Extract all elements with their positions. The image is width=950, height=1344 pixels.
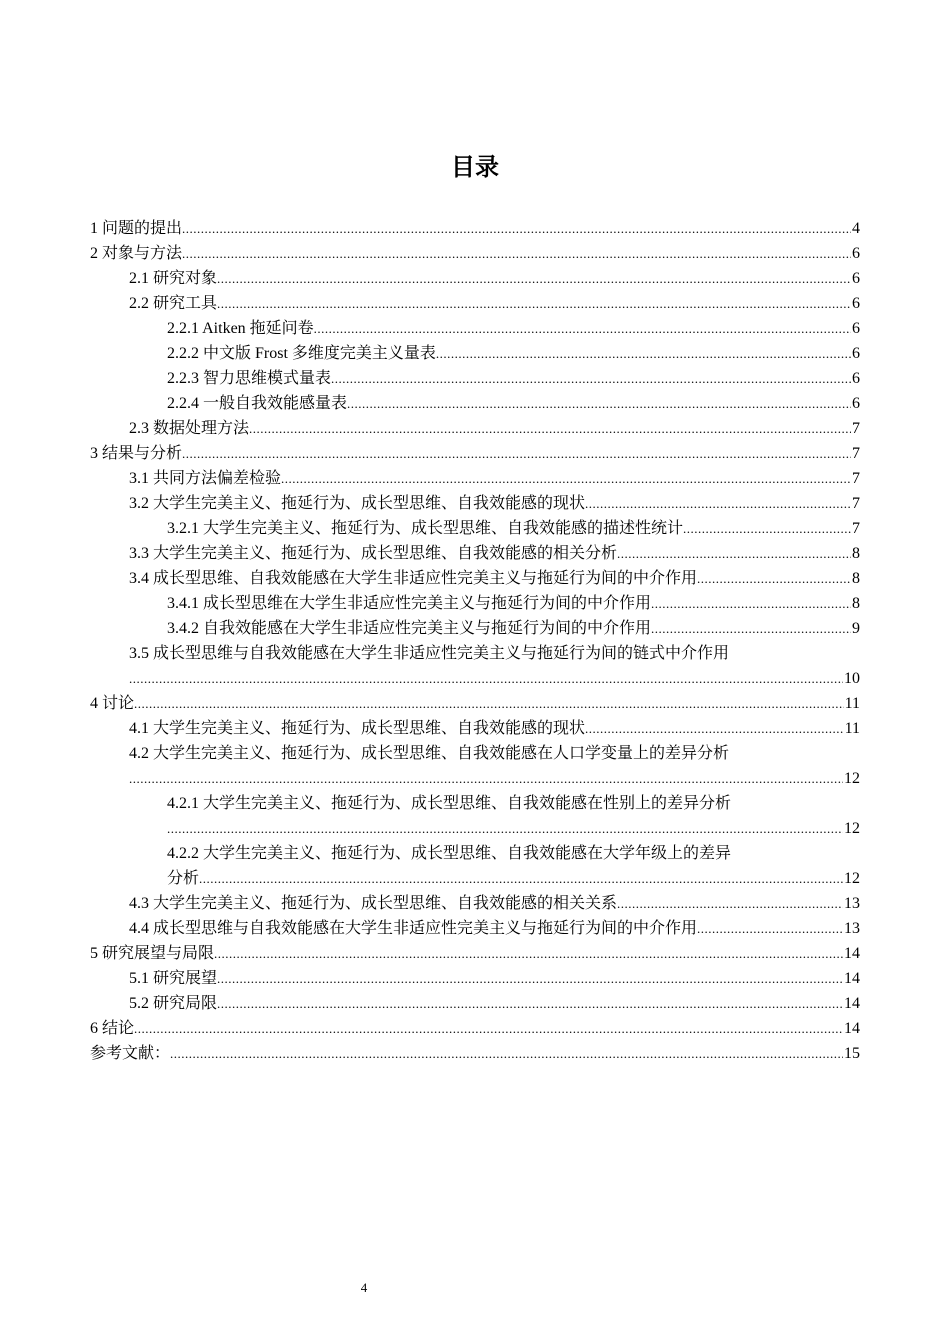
toc-entry-label: 3 结果与分析 <box>90 445 183 462</box>
toc-entry-page: 14 <box>844 945 860 962</box>
toc-entry-2-2-3[interactable] <box>90 366 860 391</box>
toc-entry-label: 4 讨论 <box>90 695 135 712</box>
leader-dots <box>683 516 851 541</box>
toc-entry-label: 2.2.1 Aitken 拖延问卷 <box>167 320 314 337</box>
toc-entry-4-2-leader[interactable] <box>90 766 860 791</box>
leader-dots <box>585 716 844 741</box>
toc-entry-label: 3.1 共同方法偏差检验 <box>129 470 282 487</box>
toc-entry-6[interactable] <box>90 1016 860 1041</box>
toc-entry-4-3[interactable] <box>90 891 860 916</box>
toc-entry-5[interactable] <box>90 941 860 966</box>
toc-entry-page: 12 <box>844 870 860 887</box>
toc-entry-label: 2.2 研究工具 <box>129 295 218 312</box>
leader-dots <box>182 241 851 266</box>
toc-entry-page: 11 <box>844 695 860 712</box>
toc-entry-page: 14 <box>844 1020 860 1037</box>
toc-entry-page: 7 <box>852 470 860 487</box>
toc-entry-1[interactable] <box>90 216 860 241</box>
toc-entry-page: 13 <box>844 895 860 912</box>
leader-dots <box>182 216 851 241</box>
leader-dots <box>129 766 843 791</box>
toc-entry-label: 3.2 大学生完美主义、拖延行为、成长型思维、自我效能感的现状 <box>129 495 586 512</box>
leader-dots <box>617 541 851 566</box>
toc-entry-label: 4.1 大学生完美主义、拖延行为、成长型思维、自我效能感的现状 <box>129 720 586 737</box>
leader-dots <box>199 866 843 891</box>
toc-entry-3-5-leader[interactable] <box>90 666 860 691</box>
toc-entry-3-4-1[interactable] <box>90 591 860 616</box>
toc-entry-label: 2.3 数据处理方法 <box>129 420 250 437</box>
toc-entry-label: 5.2 研究局限 <box>129 995 218 1012</box>
leader-dots <box>134 1016 843 1041</box>
toc-entry-page: 6 <box>852 320 860 337</box>
toc-entry-references[interactable] <box>90 1041 860 1066</box>
toc-entry-page: 10 <box>844 670 860 687</box>
toc-entry-4[interactable] <box>90 691 860 716</box>
toc-entry-label: 4.3 大学生完美主义、拖延行为、成长型思维、自我效能感的相关关系 <box>129 895 618 912</box>
toc-entry-page: 14 <box>844 995 860 1012</box>
leader-dots <box>585 491 851 516</box>
toc-entry-4-2-1-leader[interactable] <box>90 816 860 841</box>
toc-entry-label: 2.2.2 中文版 Frost 多维度完美主义量表 <box>167 345 436 362</box>
leader-dots <box>129 666 843 691</box>
toc-entry-label: 3.2.1 大学生完美主义、拖延行为、成长型思维、自我效能感的描述性统计 <box>167 520 684 537</box>
toc-entry-page: 14 <box>844 970 860 987</box>
leader-dots <box>436 341 851 366</box>
leader-dots <box>167 816 843 841</box>
toc-entry-page: 6 <box>852 345 860 362</box>
toc-entry-2-2-1[interactable] <box>90 316 860 341</box>
leader-dots <box>347 391 851 416</box>
toc-entry-label: 参考文献： <box>90 1045 171 1062</box>
toc-entry-page: 12 <box>844 820 860 837</box>
leader-dots <box>217 966 843 991</box>
toc-entry-page: 11 <box>844 720 860 737</box>
toc-entry-4-2-1[interactable] <box>90 791 860 816</box>
toc-entry-3-1[interactable] <box>90 466 860 491</box>
leader-dots <box>697 916 843 941</box>
leader-dots <box>134 691 844 716</box>
toc-entry-label: 5 研究展望与局限 <box>90 945 215 962</box>
leader-dots <box>651 591 851 616</box>
toc-entry-page: 12 <box>844 770 860 787</box>
leader-dots <box>249 416 851 441</box>
toc-entry-page: 4 <box>852 220 860 237</box>
toc-entry-label: 4.4 成长型思维与自我效能感在大学生非适应性完美主义与拖延行为间的中介作用 <box>129 920 698 937</box>
footer-page-number: 4 <box>360 1280 368 1295</box>
toc-entry-label: 3.4.2 自我效能感在大学生非适应性完美主义与拖延行为间的中介作用 <box>167 620 652 637</box>
toc-entry-label: 6 结论 <box>90 1020 135 1037</box>
toc-entry-page: 6 <box>852 270 860 287</box>
toc-entry-label: 4.2.2 大学生完美主义、拖延行为、成长型思维、自我效能感在大学年级上的差异 <box>167 845 732 862</box>
toc-entry-4-1[interactable] <box>90 716 860 741</box>
toc-entry-3-2-1[interactable] <box>90 516 860 541</box>
leader-dots <box>217 991 843 1016</box>
toc-entry-label-continued: 分析 <box>167 870 200 887</box>
toc-entry-label: 2.2.4 一般自我效能感量表 <box>167 395 348 412</box>
toc-entry-2-2-4[interactable] <box>90 391 860 416</box>
toc-entry-2-2-2[interactable] <box>90 341 860 366</box>
toc-entry-page: 15 <box>844 1045 860 1062</box>
toc-entry-page: 8 <box>852 570 860 587</box>
toc-entry-3-4[interactable] <box>90 566 860 591</box>
toc-entry-3-2[interactable] <box>90 491 860 516</box>
toc-entry-5-1[interactable] <box>90 966 860 991</box>
leader-dots <box>314 316 851 341</box>
toc-entry-page: 8 <box>852 595 860 612</box>
toc-title: 目录 <box>451 153 499 181</box>
toc-entry-4-4[interactable] <box>90 916 860 941</box>
leader-dots <box>217 266 851 291</box>
toc-entry-label: 2.1 研究对象 <box>129 270 218 287</box>
leader-dots <box>170 1041 843 1066</box>
toc-entry-5-2[interactable] <box>90 991 860 1016</box>
toc-entry-label: 2.2.3 智力思维模式量表 <box>167 370 332 387</box>
toc-entry-3-4-2[interactable] <box>90 616 860 641</box>
leader-dots <box>214 941 843 966</box>
toc-entry-page: 13 <box>844 920 860 937</box>
leader-dots <box>217 291 851 316</box>
toc-entry-label: 2 对象与方法 <box>90 245 183 262</box>
toc-entry-label: 5.1 研究展望 <box>129 970 218 987</box>
table-of-contents <box>90 216 860 1066</box>
toc-entry-label: 4.2.1 大学生完美主义、拖延行为、成长型思维、自我效能感在性别上的差异分析 <box>167 795 732 812</box>
toc-entry-page: 9 <box>852 620 860 637</box>
leader-dots <box>281 466 851 491</box>
toc-entry-4-2-2[interactable] <box>90 841 860 866</box>
toc-entry-4-2[interactable] <box>90 741 860 766</box>
toc-entry-label: 4.2 大学生完美主义、拖延行为、成长型思维、自我效能感在人口学变量上的差异分析 <box>129 745 730 762</box>
toc-entry-2[interactable] <box>90 241 860 266</box>
toc-entry-label: 1 问题的提出 <box>90 220 183 237</box>
toc-entry-3-5[interactable] <box>90 641 860 666</box>
toc-entry-2-3[interactable] <box>90 416 860 441</box>
toc-entry-page: 6 <box>852 245 860 262</box>
toc-entry-label: 3.5 成长型思维与自我效能感在大学生非适应性完美主义与拖延行为间的链式中介作用 <box>129 645 730 662</box>
toc-entry-page: 7 <box>852 445 860 462</box>
toc-entry-page: 8 <box>852 545 860 562</box>
leader-dots <box>697 566 851 591</box>
toc-entry-page: 6 <box>852 295 860 312</box>
toc-entry-3[interactable] <box>90 441 860 466</box>
toc-entry-page: 7 <box>852 520 860 537</box>
toc-entry-label: 3.3 大学生完美主义、拖延行为、成长型思维、自我效能感的相关分析 <box>129 545 618 562</box>
toc-entry-2-1[interactable] <box>90 266 860 291</box>
toc-entry-3-3[interactable] <box>90 541 860 566</box>
toc-entry-page: 6 <box>852 395 860 412</box>
leader-dots <box>651 616 851 641</box>
toc-entry-label: 3.4 成长型思维、自我效能感在大学生非适应性完美主义与拖延行为间的中介作用 <box>129 570 698 587</box>
leader-dots <box>617 891 843 916</box>
toc-entry-page: 6 <box>852 370 860 387</box>
leader-dots <box>182 441 851 466</box>
toc-entry-page: 7 <box>852 420 860 437</box>
toc-entry-2-2[interactable] <box>90 291 860 316</box>
toc-entry-page: 7 <box>852 495 860 512</box>
toc-entry-label: 3.4.1 成长型思维在大学生非适应性完美主义与拖延行为间的中介作用 <box>167 595 652 612</box>
toc-entry-4-2-2-leader[interactable] <box>90 866 860 891</box>
leader-dots <box>331 366 851 391</box>
